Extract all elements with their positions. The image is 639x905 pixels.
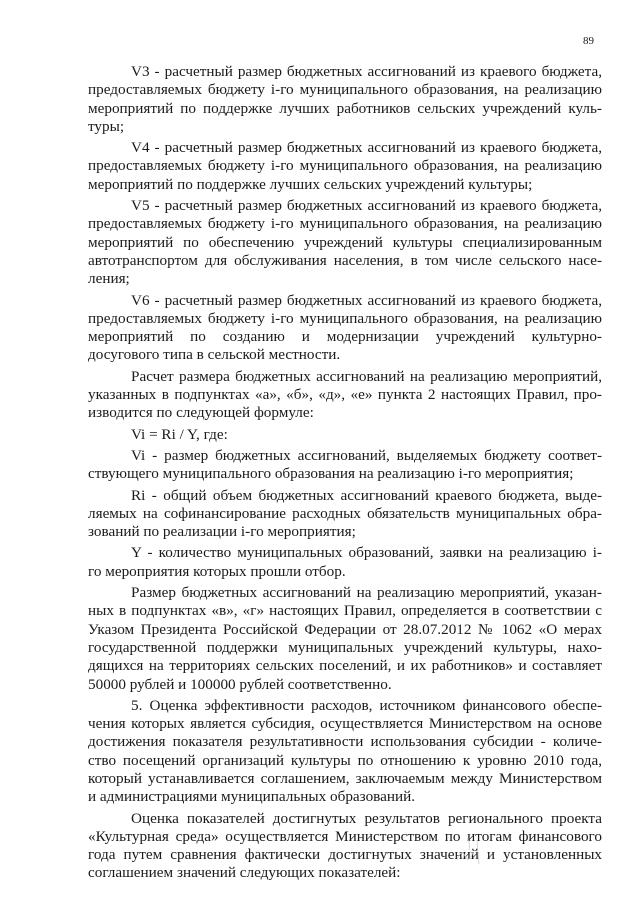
paragraph-vi-def xyxy=(88,447,602,484)
text-line: го мероприятия которых прошли отбор. xyxy=(88,562,346,580)
text-line: который устанавливается соглашением, заключаемым между Министерством xyxy=(88,769,602,787)
text-line: предоставляемых бюджету i-го муниципального образования, на реализацию xyxy=(88,215,602,233)
text-line: и администрациями муниципальных образований. xyxy=(88,788,416,806)
text-line: ляемых на софинансирование расходных обязательств муниципальных обра- xyxy=(88,504,602,522)
paragraph-v5 xyxy=(88,197,602,288)
text-line: V4 - расчетный размер бюджетных ассигнований из краевого бюджета, xyxy=(131,139,602,157)
text-line: 5. Оценка эффективности расходов, источником финансового обеспе- xyxy=(131,696,602,714)
text-line: автотранспортом для обслуживания населения, в том числе сельского насе- xyxy=(88,251,602,269)
text-line: Vi = Ri / Y, где: xyxy=(131,425,228,443)
paragraph-formula xyxy=(88,426,602,444)
text-line: Y - количество муниципальных образований, заявки на реализацию i- xyxy=(131,544,602,562)
paragraph-size xyxy=(88,584,602,694)
text-line: государственной поддержки муниципальных учреждений культуры, нахо- xyxy=(88,638,602,656)
text-line: указанных в подпунктах «а», «б», «д», «е» пункта 2 настоящих Правил, про- xyxy=(88,386,602,404)
paragraph-p5 xyxy=(88,697,602,807)
paragraph-assess xyxy=(88,810,602,883)
text-line: достижения показателя результативности использования субсидии - количе- xyxy=(88,733,602,751)
paragraph-v4 xyxy=(88,139,602,194)
text-line: мероприятий по обеспечению учреждений культуры специализированным xyxy=(88,233,602,251)
text-line: туры; xyxy=(88,117,125,135)
text-line: V6 - расчетный размер бюджетных ассигнований из краевого бюджета, xyxy=(131,291,602,309)
text-line: года путем сравнения фактически достигнутых значений и установленных xyxy=(88,846,602,864)
paragraph-ri-def xyxy=(88,487,602,542)
text-line: V5 - расчетный размер бюджетных ассигнований из краевого бюджета, xyxy=(131,197,602,215)
text-line: Указом Президента Российской Федерации от 28.07.2012 № 1062 «О мерах xyxy=(88,620,602,638)
text-line: предоставляемых бюджету i-го муниципального образования, на реализацию xyxy=(88,157,602,175)
text-line: Оценка показателей достигнутых результатов регионального проекта xyxy=(131,809,602,827)
text-line: ных в подпунктах «в», «г» настоящих Правил, определяется в соответствии с xyxy=(88,602,602,620)
paragraph-v6 xyxy=(88,292,602,365)
text-line: дящихся на территориях сельских поселений, и их работников» и составляет xyxy=(88,657,602,675)
text-line: предоставляемых бюджету i-го муниципального образования, на реализацию xyxy=(88,81,602,99)
paragraph-calc xyxy=(88,368,602,423)
text-line: Vi - размер бюджетных ассигнований, выделяемых бюджету соответ- xyxy=(131,446,602,464)
text-line: соглашением значений следующих показателей: xyxy=(88,864,401,882)
text-line: предоставляемых бюджету i-го муниципального образования, на реализацию xyxy=(88,309,602,327)
text-line: «Культурная среда» осуществляется Министерством по итогам финансового xyxy=(88,827,602,845)
paragraph-y-def xyxy=(88,544,602,581)
text-line: 50000 рублей и 100000 рублей соответственно. xyxy=(88,675,392,693)
text-line: ство посещений организаций культуры по отношению к уровню 2010 года, xyxy=(88,751,602,769)
page-number: 89 xyxy=(583,35,594,47)
text-line: Расчет размера бюджетных ассигнований на реализацию мероприятий, xyxy=(131,367,602,385)
text-line: Ri - общий объем бюджетных ассигнований краевого бюджета, выде- xyxy=(131,486,602,504)
document-body xyxy=(88,63,602,883)
text-line: мероприятий по поддержке лучших работников сельских учреждений куль- xyxy=(88,99,602,117)
text-line: чения которых является субсидия, осуществляется Министерством на основе xyxy=(88,715,602,733)
text-line: досугового типа в сельской местности. xyxy=(88,346,341,364)
text-line: изводится по следующей формуле: xyxy=(88,404,314,422)
text-line: мероприятий по созданию и модернизации учреждений культурно- xyxy=(88,328,602,346)
paragraph-v3 xyxy=(88,63,602,136)
text-line: мероприятий по поддержке лучших сельских учреждений культуры; xyxy=(88,175,533,193)
faint-mark xyxy=(447,830,497,870)
text-line: ствующего муниципального образования на реализацию i-го мероприятия; xyxy=(88,465,574,483)
text-line: V3 - расчетный размер бюджетных ассигнований из краевого бюджета, xyxy=(131,63,602,80)
text-line: ления; xyxy=(88,270,130,288)
text-line: Размер бюджетных ассигнований на реализацию мероприятий, указан- xyxy=(131,584,602,602)
text-line: зований по реализации i-го мероприятия; xyxy=(88,523,356,541)
